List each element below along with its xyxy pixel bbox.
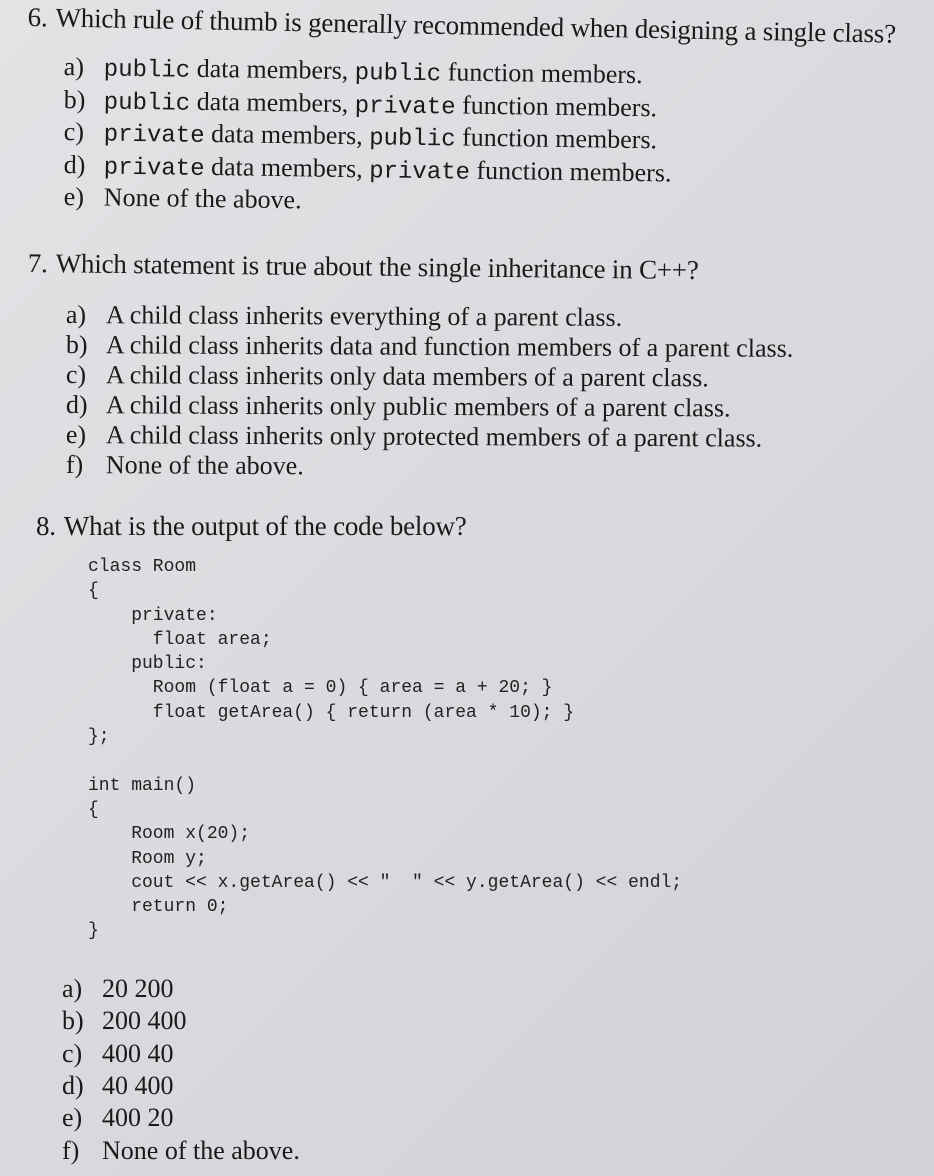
option-letter: c) <box>65 360 87 390</box>
option-letter: e) <box>62 1103 83 1133</box>
answer-option-d <box>62 1071 174 1101</box>
option-letter: b) <box>65 330 88 360</box>
code-keyword: private <box>103 154 205 183</box>
answer-option-a <box>62 974 174 1004</box>
code-keyword: public <box>354 60 442 89</box>
option-letter: e) <box>63 182 85 212</box>
option-letter: d) <box>63 149 86 179</box>
option-letter: d) <box>65 390 88 420</box>
code-block: class Room { private: float area; public: Room (float a = 0) { area = a + 20; } float getArea() { return (area * 10); } }; int main() { Room x(20); Room y; cout << x.getArea() << " " << y.getArea() << endl; return 0; } <box>88 557 683 942</box>
question-8-prompt <box>36 511 467 542</box>
option-letter: a) <box>65 300 87 330</box>
option-text: data members, <box>204 118 370 151</box>
option-letter: b) <box>62 1006 84 1036</box>
code-keyword: public <box>103 56 191 85</box>
answer-option-a <box>64 52 643 91</box>
option-letter: a) <box>63 52 85 82</box>
option-text: 400 40 <box>102 1038 174 1068</box>
option-letter: f) <box>65 450 84 480</box>
answer-option-c <box>62 1039 174 1069</box>
option-text: 200 400 <box>102 1006 187 1036</box>
question-text: What is the output of the code below? <box>63 511 467 541</box>
option-letter: f) <box>62 1135 80 1165</box>
code-keyword: private <box>354 92 456 121</box>
option-text: A child class inherits only protected members of a parent class. <box>105 420 763 453</box>
option-text: function members. <box>441 57 643 90</box>
option-letter: d) <box>62 1070 84 1100</box>
question-number: 7. <box>27 248 48 279</box>
option-text: function members. <box>455 122 658 155</box>
option-text: None of the above. <box>103 182 302 215</box>
option-text: data members, <box>190 86 356 118</box>
option-text: 20 200 <box>102 974 174 1003</box>
answer-option-d <box>66 390 731 423</box>
code-keyword: private <box>103 121 205 150</box>
option-text: function members. <box>469 155 672 187</box>
option-text: A child class inherits everything of a parent class. <box>105 300 623 332</box>
answer-option-e <box>62 1103 174 1133</box>
option-text: None of the above. <box>102 1135 300 1165</box>
answer-option-e <box>64 182 302 215</box>
answer-option-c <box>66 360 709 393</box>
option-text: A child class inherits only data members of a parent class. <box>105 360 709 393</box>
option-text: 400 20 <box>102 1103 174 1133</box>
code-keyword: public <box>368 125 456 154</box>
option-text: data members, <box>204 151 370 183</box>
question-text: Which rule of thumb is generally recommended when designing a single class? <box>55 2 897 49</box>
option-letter: c) <box>62 1038 83 1068</box>
answer-option-b <box>62 1006 187 1036</box>
option-letter: a) <box>62 974 83 1003</box>
option-letter: b) <box>63 84 86 114</box>
answer-option-a <box>66 300 622 333</box>
question-7-prompt <box>28 248 699 286</box>
answer-option-f <box>66 450 304 481</box>
option-letter: c) <box>63 117 85 147</box>
answer-option-f <box>62 1136 300 1166</box>
code-keyword: public <box>103 89 191 118</box>
question-number: 6. <box>27 2 48 33</box>
question-text: Which statement is true about the single inheritance in C++? <box>55 248 699 286</box>
answer-option-b <box>66 330 794 364</box>
code-keyword: private <box>368 157 471 187</box>
option-letter: e) <box>65 420 87 450</box>
option-text: data members, <box>190 53 356 86</box>
option-text: A child class inherits data and function members of a parent class. <box>105 330 794 363</box>
question-6-prompt <box>27 2 896 50</box>
option-text: None of the above. <box>105 450 304 481</box>
answer-option-e <box>66 420 762 454</box>
option-text: 40 400 <box>102 1070 174 1100</box>
option-text: A child class inherits only public members of a parent class. <box>105 390 731 423</box>
option-text: function members. <box>455 89 658 122</box>
question-number: 8. <box>36 511 56 541</box>
